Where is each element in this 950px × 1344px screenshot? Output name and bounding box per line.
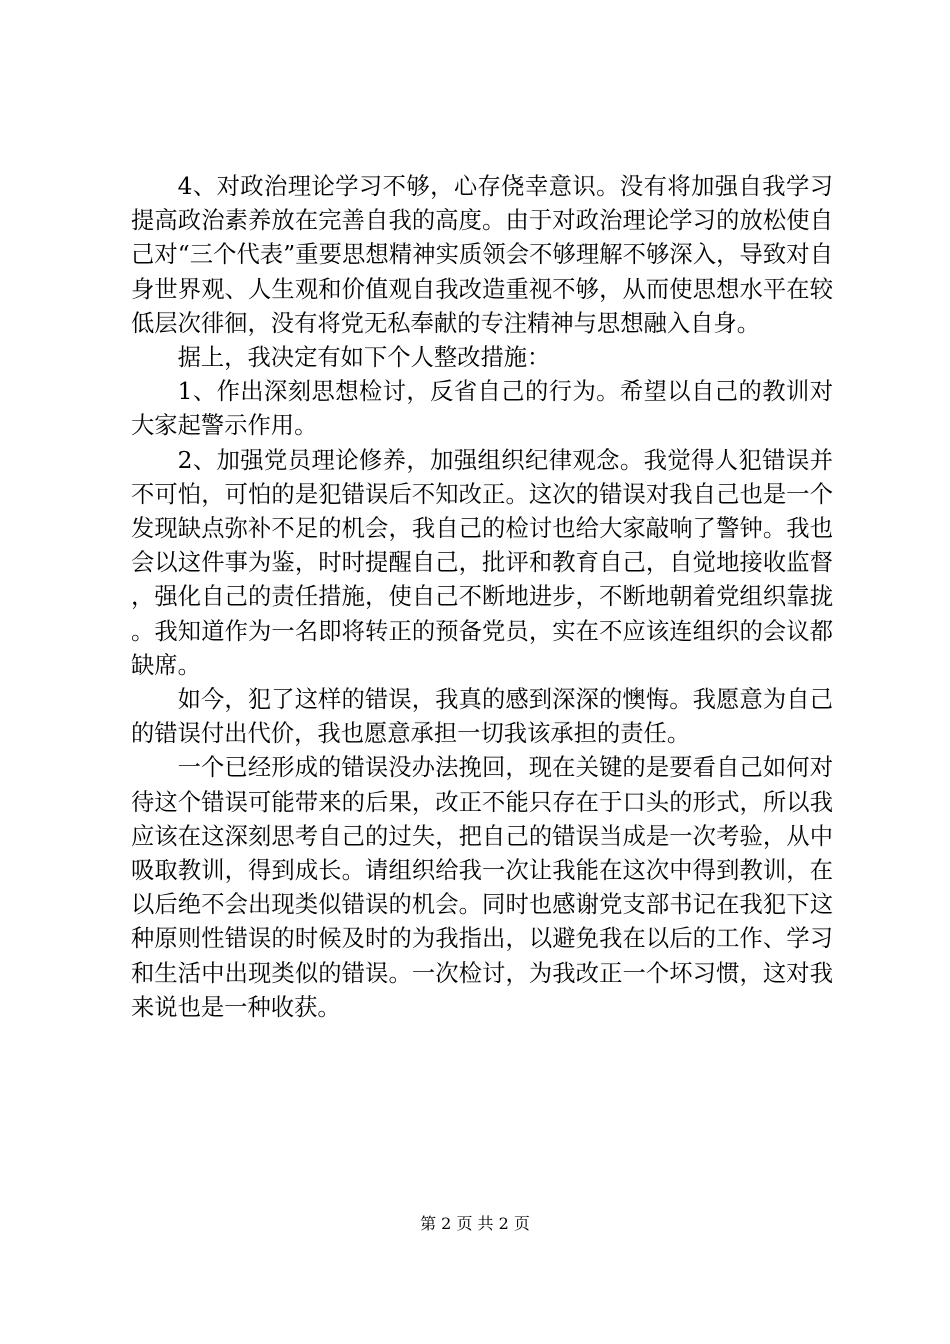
page-number-footer: 第 2 页 共 2 页: [420, 1214, 530, 1233]
paragraph-measure-2: 2、加强党员理论修养，加强组织纪律观念。我觉得人犯错误并不可怕，可怕的是犯错误后不知改正。这次的错误对我自己也是一个发现缺点弥补不足的机会，我自己的检讨也给大家敲响了警钟。我也会以这件事为鉴，时时提醒自己，批评和教育自己，自觉地接收监督，强化自己的责任措施，使自己不断地进步，不断地朝着党组织靠拢。我知道作为一名即将转正的预备党员，实在不应该连组织的会议都缺席。: [131, 446, 833, 679]
paragraph-measure-1: 1、作出深刻思想检讨，反省自己的行为。希望以自己的教训对大家起警示作用。: [131, 378, 833, 440]
document-body: [131, 170, 833, 1025]
paragraph-political-study: 4、对政治理论学习不够，心存侥幸意识。没有将加强自我学习提高政治素养放在完善自我的高度。由于对政治理论学习的放松使自己对“三个代表”重要思想精神实质领会不够理解不够深入，导致对自身世界观、人生观和价值观自我改造重视不够，从而使思想水平在较低层次徘徊，没有将党无私奉献的专注精神与思想融入自身。: [131, 173, 833, 337]
paragraph-regret: 如今，犯了这样的错误，我真的感到深深的懊悔。我愿意为自己的错误付出代价，我也愿意承担一切我该承担的责任。: [131, 686, 833, 748]
paragraph-conclusion: 一个已经形成的错误没办法挽回，现在关键的是要看自己如何对待这个错误可能带来的后果，改正不能只存在于口头的形式，所以我应该在这深刻思考自己的过失，把自己的错误当成是一次考验，从中吸取教训，得到成长。请组织给我一次让我能在这次中得到教训，在以后绝不会出现类似错误的机会。同时也感谢党支部书记在我犯下这种原则性错误的时候及时的为我指出，以避免我在以后的工作、学习和生活中出现类似的错误。一次检讨，为我改正一个坏习惯，这对我来说也是一种收获。: [131, 754, 833, 1021]
paragraph-measures-intro: 据上，我决定有如下个人整改措施：: [177, 344, 551, 372]
